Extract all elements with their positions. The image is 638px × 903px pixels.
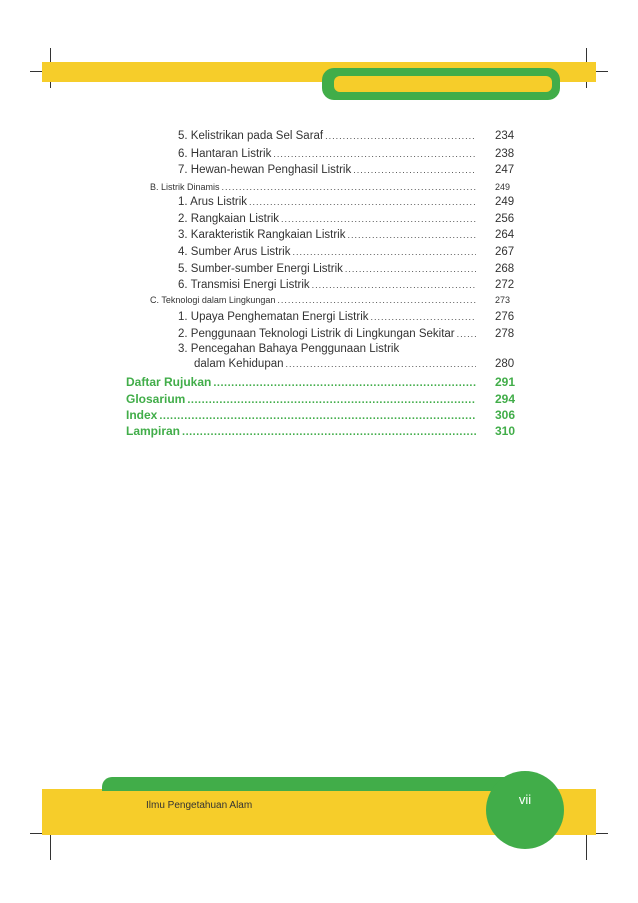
toc-row[interactable] xyxy=(150,180,478,194)
toc-leader-dots xyxy=(325,129,476,143)
toc-row[interactable] xyxy=(178,228,478,242)
toc-row[interactable] xyxy=(178,310,478,324)
back-matter-label: Lampiran xyxy=(126,424,181,438)
toc-leader-dots xyxy=(222,180,476,194)
toc-label: 6. Transmisi Energi Listrik xyxy=(178,279,310,291)
toc-page-number: 267 xyxy=(495,246,515,258)
toc-page-number: 247 xyxy=(495,164,515,176)
toc-label: 7. Hewan-hewan Penghasil Listrik xyxy=(178,164,352,176)
toc-leader-dots xyxy=(353,163,476,177)
toc-leader-dots xyxy=(281,212,476,226)
back-matter-page-number: 310 xyxy=(495,424,516,438)
toc-label: B. Listrik Dinamis xyxy=(150,182,220,192)
back-matter-label: Glosarium xyxy=(126,392,186,406)
back-matter-row[interactable] xyxy=(126,392,478,406)
back-matter-row[interactable] xyxy=(126,375,478,389)
back-matter-label: Index xyxy=(126,408,158,422)
toc-page-number: 234 xyxy=(495,130,515,142)
toc-page-number: 268 xyxy=(495,263,515,275)
toc-leader-dots xyxy=(249,195,476,209)
toc-page-number: 272 xyxy=(495,279,515,291)
back-matter-row[interactable] xyxy=(126,408,478,422)
toc-page-number: 249 xyxy=(495,196,515,208)
toc-leader-dots xyxy=(345,262,476,276)
toc-leader-dots xyxy=(371,310,477,324)
toc-label: dalam Kehidupan xyxy=(194,358,284,370)
back-matter-page-number: 306 xyxy=(495,408,516,422)
header-tab-inner xyxy=(334,76,552,92)
toc-row[interactable] xyxy=(178,195,478,209)
toc-page-number: 273 xyxy=(495,295,511,305)
toc-label: 5. Kelistrikan pada Sel Saraf xyxy=(178,130,324,142)
toc-page-number: 280 xyxy=(495,358,515,370)
toc-label: 2. Rangkaian Listrik xyxy=(178,213,279,225)
toc-row[interactable] xyxy=(194,357,478,371)
toc-row[interactable] xyxy=(150,293,478,307)
toc-label: 4. Sumber Arus Listrik xyxy=(178,246,291,258)
footer-green-strip xyxy=(102,777,542,791)
toc-row[interactable] xyxy=(178,278,478,292)
back-matter-leader-dots xyxy=(187,392,476,406)
toc-page-number: 264 xyxy=(495,229,515,241)
back-matter-leader-dots xyxy=(182,424,476,438)
toc-row[interactable] xyxy=(178,129,478,143)
toc-page-number: 278 xyxy=(495,328,515,340)
toc-page-number: 276 xyxy=(495,311,515,323)
toc-row[interactable] xyxy=(178,163,478,177)
toc-page-number: 249 xyxy=(495,182,511,192)
toc-leader-dots xyxy=(286,357,476,371)
toc-label: 3. Pencegahan Bahaya Penggunaan Listrik xyxy=(178,343,400,355)
toc-page-number: 238 xyxy=(495,148,515,160)
toc-row[interactable] xyxy=(178,245,478,259)
toc-label: C. Teknologi dalam Lingkungan xyxy=(150,295,276,305)
back-matter-page-number: 291 xyxy=(495,375,516,389)
page-number-badge xyxy=(486,771,564,849)
toc-leader-dots xyxy=(292,245,476,259)
toc-row[interactable] xyxy=(178,212,478,226)
toc-leader-dots xyxy=(277,293,476,307)
page-number: vii xyxy=(518,792,532,807)
back-matter-leader-dots xyxy=(213,375,476,389)
toc-label: 5. Sumber-sumber Energi Listrik xyxy=(178,263,343,275)
toc-row[interactable] xyxy=(178,327,478,341)
book-title: Ilmu Pengetahuan Alam xyxy=(146,800,253,811)
toc-label: 2. Penggunaan Teknologi Listrik di Lingkungan Sekitar xyxy=(178,328,455,340)
toc-page-number: 256 xyxy=(495,213,515,225)
toc-leader-dots xyxy=(347,228,476,242)
toc-row[interactable] xyxy=(178,147,478,161)
toc-row[interactable] xyxy=(178,342,478,356)
back-matter-page-number: 294 xyxy=(495,392,516,406)
toc-label: 1. Arus Listrik xyxy=(178,196,248,208)
toc-leader-dots xyxy=(457,327,476,341)
toc-label: 6. Hantaran Listrik xyxy=(178,148,272,160)
back-matter-row[interactable] xyxy=(126,424,478,438)
toc-leader-dots xyxy=(312,278,476,292)
toc-leader-dots xyxy=(273,147,476,161)
toc-label: 3. Karakteristik Rangkaian Listrik xyxy=(178,229,346,241)
toc-label: 1. Upaya Penghematan Energi Listrik xyxy=(178,311,369,323)
back-matter-label: Daftar Rujukan xyxy=(126,375,212,389)
back-matter-leader-dots xyxy=(159,408,476,422)
toc-row[interactable] xyxy=(178,262,478,276)
